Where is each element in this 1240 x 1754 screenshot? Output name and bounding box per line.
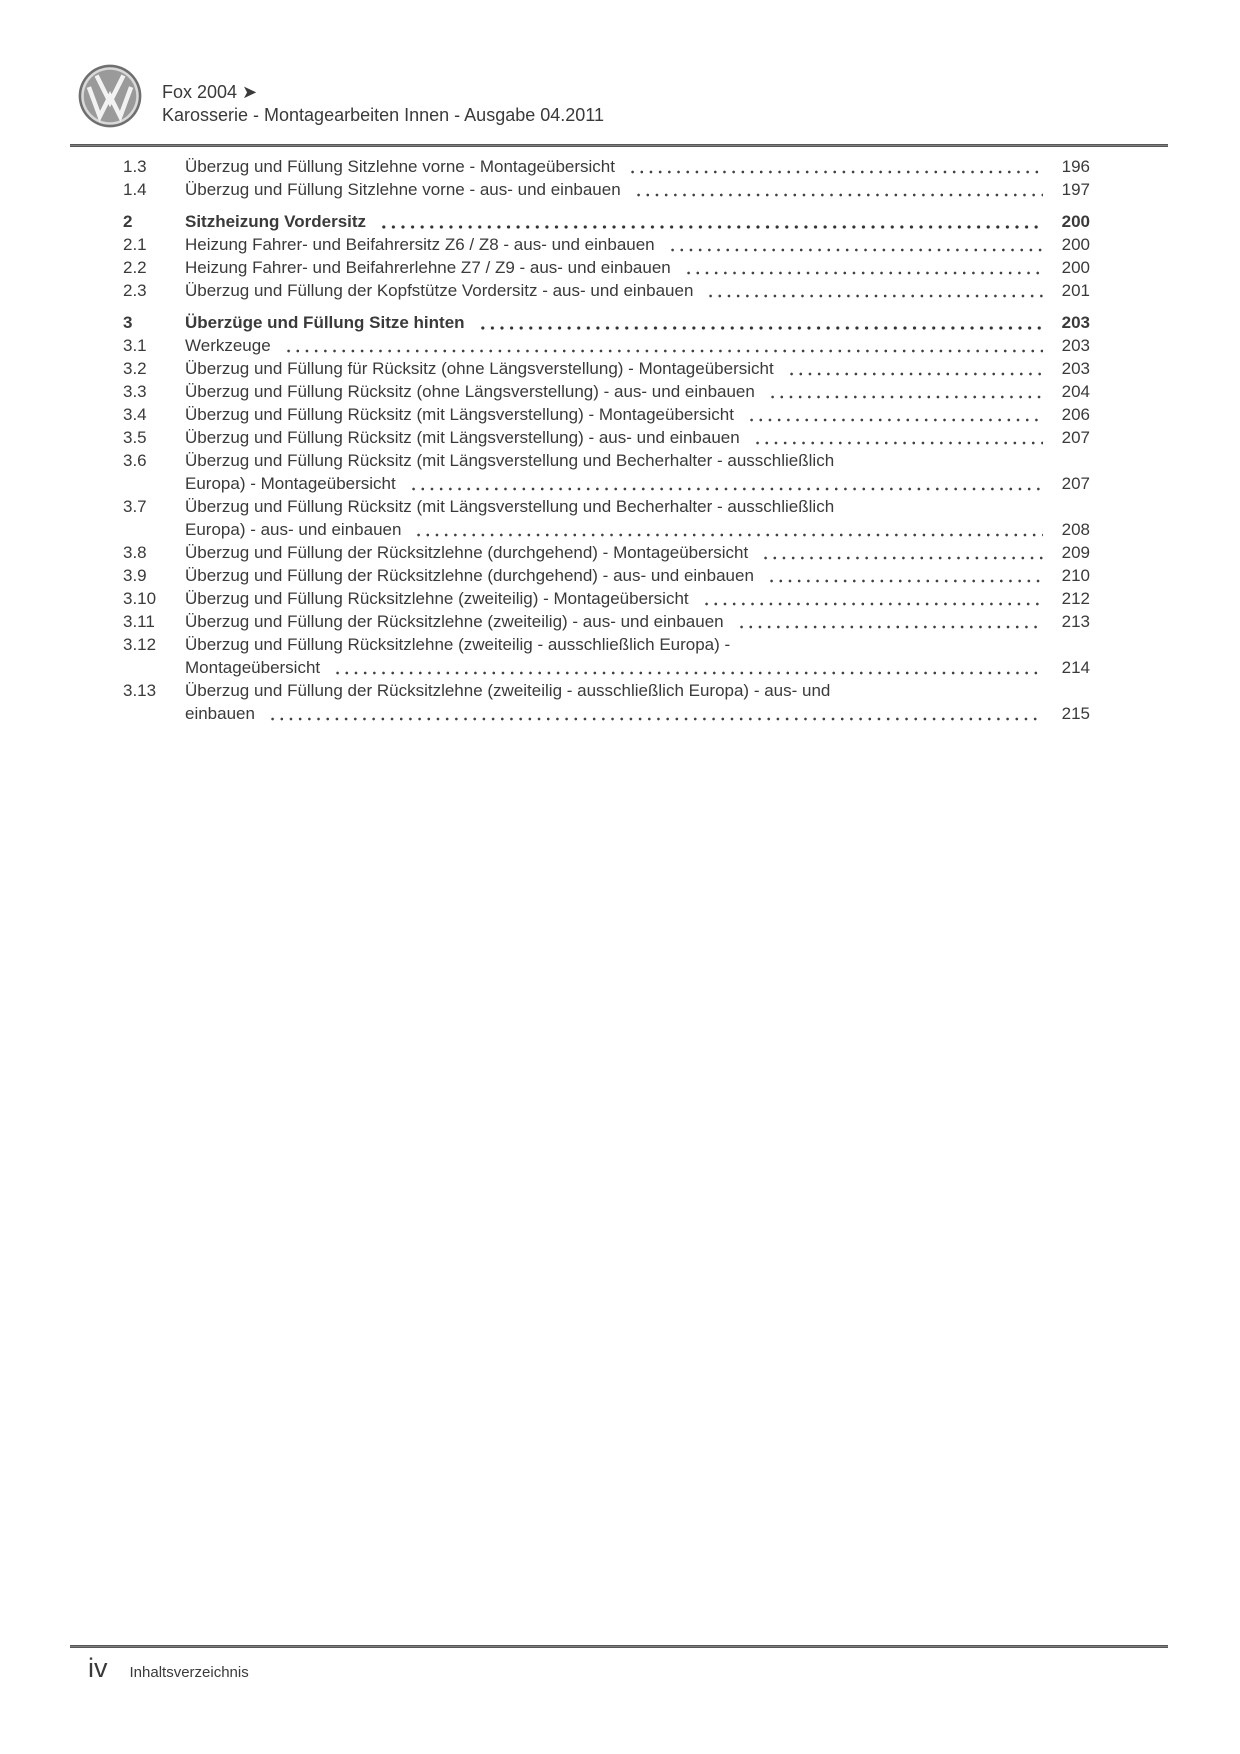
toc-entry-content <box>185 587 1090 610</box>
toc-entry-content <box>185 541 1090 564</box>
toc-entry-title: Überzug und Füllung Sitzlehne vorne - aus- und einbauen <box>185 180 621 199</box>
toc-row <box>123 357 1090 380</box>
toc-row <box>123 279 1090 302</box>
toc-entry-number: 3.8 <box>123 543 147 562</box>
toc-entry-title: Werkzeuge <box>185 336 271 355</box>
toc-entry-title-continued: Europa) - aus- und einbauen <box>185 520 402 539</box>
dot-leader <box>706 279 1043 302</box>
toc-row <box>123 334 1090 357</box>
vw-logo-icon <box>78 64 142 128</box>
toc-entry-content <box>185 256 1090 279</box>
toc-row <box>123 610 1090 633</box>
dot-leader <box>333 656 1043 679</box>
dot-leader <box>768 380 1043 403</box>
dot-leader <box>668 233 1043 256</box>
toc-row <box>123 233 1090 256</box>
toc-entry-page: 215 <box>1061 704 1090 723</box>
toc-row <box>123 495 1090 541</box>
toc-entry-page: 206 <box>1061 405 1090 424</box>
toc-entry-title: Heizung Fahrer- und Beifahrerlehne Z7 / Z9 - aus- und einbauen <box>185 258 671 277</box>
toc-entry-number: 2.3 <box>123 281 147 300</box>
toc-row <box>123 311 1090 334</box>
toc-entry-content <box>185 155 1090 178</box>
footer-section-label: Inhaltsverzeichnis <box>129 1664 249 1681</box>
toc-entry-page: 208 <box>1061 520 1090 539</box>
toc-entry-page: 197 <box>1061 180 1090 199</box>
toc-entry-number: 1.4 <box>123 180 147 199</box>
toc-entry-title: Überzug und Füllung für Rücksitz (ohne Längsverstellung) - Montageübersicht <box>185 359 774 378</box>
toc-entry-content <box>185 426 1090 449</box>
toc-entry-number: 2.2 <box>123 258 147 277</box>
header-divider <box>70 144 1168 147</box>
dot-leader <box>737 610 1043 633</box>
toc-entry-page: 214 <box>1061 658 1090 677</box>
toc-entry-title: Überzug und Füllung Rücksitz (mit Längsverstellung und Becherhalter - ausschließlich <box>185 451 835 470</box>
dot-leader <box>634 178 1043 201</box>
toc-entry-page: 203 <box>1061 313 1090 332</box>
dot-leader <box>409 472 1043 495</box>
dot-leader <box>379 210 1043 233</box>
toc-entry-content <box>185 564 1090 587</box>
toc-entry-content <box>185 380 1090 403</box>
toc-entry-page: 207 <box>1061 474 1090 493</box>
toc-entry-title: Heizung Fahrer- und Beifahrersitz Z6 / Z8 - aus- und einbauen <box>185 235 655 254</box>
toc-entry-page: 200 <box>1061 235 1090 254</box>
toc-entry-number: 3.2 <box>123 359 147 378</box>
toc-entry-number: 3.13 <box>123 681 157 700</box>
footer-divider <box>70 1645 1168 1648</box>
toc-entry-number: 2 <box>123 212 133 231</box>
toc-entry-page: 203 <box>1061 336 1090 355</box>
toc-entry-page: 200 <box>1061 258 1090 277</box>
toc-row <box>123 541 1090 564</box>
toc-row <box>123 380 1090 403</box>
toc-row <box>123 564 1090 587</box>
toc-entry-number: 3 <box>123 313 133 332</box>
toc-entry-title: Überzüge und Füllung Sitze hinten <box>185 313 465 332</box>
toc-entry-title: Überzug und Füllung Sitzlehne vorne - Montageübersicht <box>185 157 615 176</box>
toc-entry-number: 3.11 <box>123 612 155 631</box>
toc-entry-number: 2.1 <box>123 235 147 254</box>
header-text <box>162 81 604 128</box>
toc-entry-content <box>185 633 1090 679</box>
toc-entry-number: 3.3 <box>123 382 147 401</box>
dot-leader <box>478 311 1043 334</box>
toc-entry-page: 212 <box>1061 589 1090 608</box>
toc-entry-title: Überzug und Füllung Rücksitzlehne (zweiteilig) - Montageübersicht <box>185 589 689 608</box>
toc-entry-number: 3.9 <box>123 566 147 585</box>
toc-entry-title: Sitzheizung Vordersitz <box>185 212 367 231</box>
toc-entry-number: 3.6 <box>123 451 147 470</box>
toc-entry-title: Überzug und Füllung der Rücksitzlehne (durchgehend) - aus- und einbauen <box>185 566 754 585</box>
model-title: Fox 2004 ➤ <box>162 82 258 102</box>
toc-entry-page: 213 <box>1061 612 1090 631</box>
toc-row <box>123 587 1090 610</box>
toc-entry-number: 3.1 <box>123 336 147 355</box>
toc-row <box>123 449 1090 495</box>
toc-entry-title: Überzug und Füllung der Rücksitzlehne (zweiteilig - ausschließlich Europa) - aus- und <box>185 681 831 700</box>
table-of-contents <box>123 155 1090 725</box>
toc-entry-content <box>185 334 1090 357</box>
dot-leader <box>284 334 1043 357</box>
toc-entry-number: 3.5 <box>123 428 147 447</box>
page-header <box>78 64 604 128</box>
toc-row <box>123 426 1090 449</box>
toc-entry-content <box>185 449 1090 495</box>
toc-entry-title: Überzug und Füllung der Rücksitzlehne (zweiteilig) - aus- und einbauen <box>185 612 724 631</box>
toc-entry-content <box>185 311 1090 334</box>
toc-entry-page: 207 <box>1061 428 1090 447</box>
toc-row <box>123 256 1090 279</box>
toc-entry-number: 3.4 <box>123 405 147 424</box>
toc-entry-page: 204 <box>1061 382 1090 401</box>
dot-leader <box>268 702 1043 725</box>
toc-entry-page: 209 <box>1061 543 1090 562</box>
toc-entry-title: Überzug und Füllung Rücksitz (mit Längsverstellung) - Montageübersicht <box>185 405 734 424</box>
toc-row <box>123 633 1090 679</box>
toc-entry-page: 203 <box>1061 359 1090 378</box>
dot-leader <box>787 357 1043 380</box>
toc-entry-content <box>185 357 1090 380</box>
toc-entry-title: Überzug und Füllung Rücksitz (mit Längsverstellung und Becherhalter - ausschließlich <box>185 497 835 516</box>
toc-entry-page: 200 <box>1061 212 1090 231</box>
toc-entry-content <box>185 403 1090 426</box>
toc-row <box>123 178 1090 201</box>
dot-leader <box>761 541 1043 564</box>
dot-leader <box>767 564 1043 587</box>
toc-entry-title: Überzug und Füllung Rücksitzlehne (zweiteilig - ausschließlich Europa) - <box>185 635 731 654</box>
toc-entry-page: 201 <box>1061 281 1090 300</box>
toc-entry-number: 3.12 <box>123 635 157 654</box>
toc-entry-title-continued: Europa) - Montageübersicht <box>185 474 396 493</box>
toc-entry-title: Überzug und Füllung Rücksitz (mit Längsverstellung) - aus- und einbauen <box>185 428 740 447</box>
toc-entry-content <box>185 495 1090 541</box>
toc-row <box>123 679 1090 725</box>
dot-leader <box>684 256 1043 279</box>
toc-entry-title: Überzug und Füllung der Rücksitzlehne (durchgehend) - Montageübersicht <box>185 543 749 562</box>
document-subtitle: Karosserie - Montagearbeiten Innen - Ausgabe 04.2011 <box>162 105 604 125</box>
toc-entry-page: 196 <box>1061 157 1090 176</box>
toc-entry-number: 1.3 <box>123 157 147 176</box>
toc-entry-number: 3.7 <box>123 497 147 516</box>
dot-leader <box>414 518 1043 541</box>
toc-entry-title: Überzug und Füllung der Kopfstütze Vordersitz - aus- und einbauen <box>185 281 694 300</box>
toc-row <box>123 403 1090 426</box>
dot-leader <box>753 426 1043 449</box>
dot-leader <box>702 587 1043 610</box>
toc-entry-content <box>185 233 1090 256</box>
toc-entry-title-continued: Montageübersicht <box>185 658 321 677</box>
toc-entry-content <box>185 679 1090 725</box>
toc-entry-content <box>185 210 1090 233</box>
toc-entry-content <box>185 178 1090 201</box>
toc-entry-title: Überzug und Füllung Rücksitz (ohne Längsverstellung) - aus- und einbauen <box>185 382 755 401</box>
dot-leader <box>628 155 1043 178</box>
toc-entry-number: 3.10 <box>123 589 157 608</box>
toc-row <box>123 155 1090 178</box>
toc-row <box>123 210 1090 233</box>
page-footer <box>88 1652 249 1684</box>
toc-entry-page: 210 <box>1061 566 1090 585</box>
toc-entry-title-continued: einbauen <box>185 704 255 723</box>
toc-entry-content <box>185 279 1090 302</box>
dot-leader <box>747 403 1043 426</box>
page-number: iv <box>88 1653 108 1683</box>
toc-entry-content <box>185 610 1090 633</box>
